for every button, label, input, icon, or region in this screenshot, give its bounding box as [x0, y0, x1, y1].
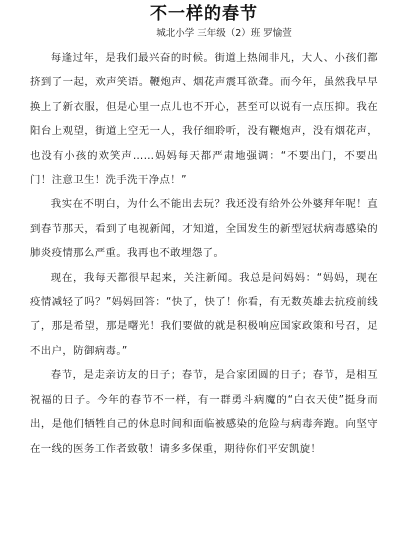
paragraph-1: 每逢过年，是我们最兴奋的时候。街道上热闹非凡，大人、小孩们都挤到了一起，欢声笑语。鞭炮声、烟花声震耳欲聋。而今年，虽然我早早换上了新衣服，但是心里一点儿也不开心，甚至可以说有一点压抑。我在阳台上观望，街道上空无一人，我仔细聆听，没有鞭炮声，没有烟花声，也没有小孩的欢笑声……妈妈每天都严肃地强调：“不要出门，不要出门！注意卫生！洗手洗干净点！”: [30, 52, 378, 187]
essay-title: 不一样的春节: [150, 4, 258, 24]
essay-body: [30, 46, 378, 461]
paragraph-2: 我实在不明白，为什么不能出去玩？我还没有给外公外婆拜年呢！直到春节那天，看到了电视新闻，才知道，全国发生的新型冠状病毒感染的肺炎疫情那么严重。我再也不敢埋怨了。: [30, 198, 378, 260]
author-byline: 城北小学 三年级（2）班 罗愉萱: [156, 28, 292, 39]
paragraph-3: 现在，我每天都很早起来，关注新闻。我总是问妈妈：“妈妈，现在疫情减轻了吗？”妈妈回答：“快了，快了！你看，有无数英雄去抗疫前线了，那是希望，那是曙光！我们要做的就是积极响应国家政策和号召，足不出户，防御病毒。”: [30, 271, 378, 357]
paragraph-4: 春节，是走亲访友的日子；春节，是合家团圆的日子；春节，是相互祝福的日子。今年的春节不一样，有一群勇斗病魔的“白衣天使”挺身而出，是他们牺牲自己的休息时间和面临被感染的危险与病毒奔跑。向坚守在一线的医务工作者致敬！请多多保重，期待你们平安凯旋！: [30, 369, 378, 455]
